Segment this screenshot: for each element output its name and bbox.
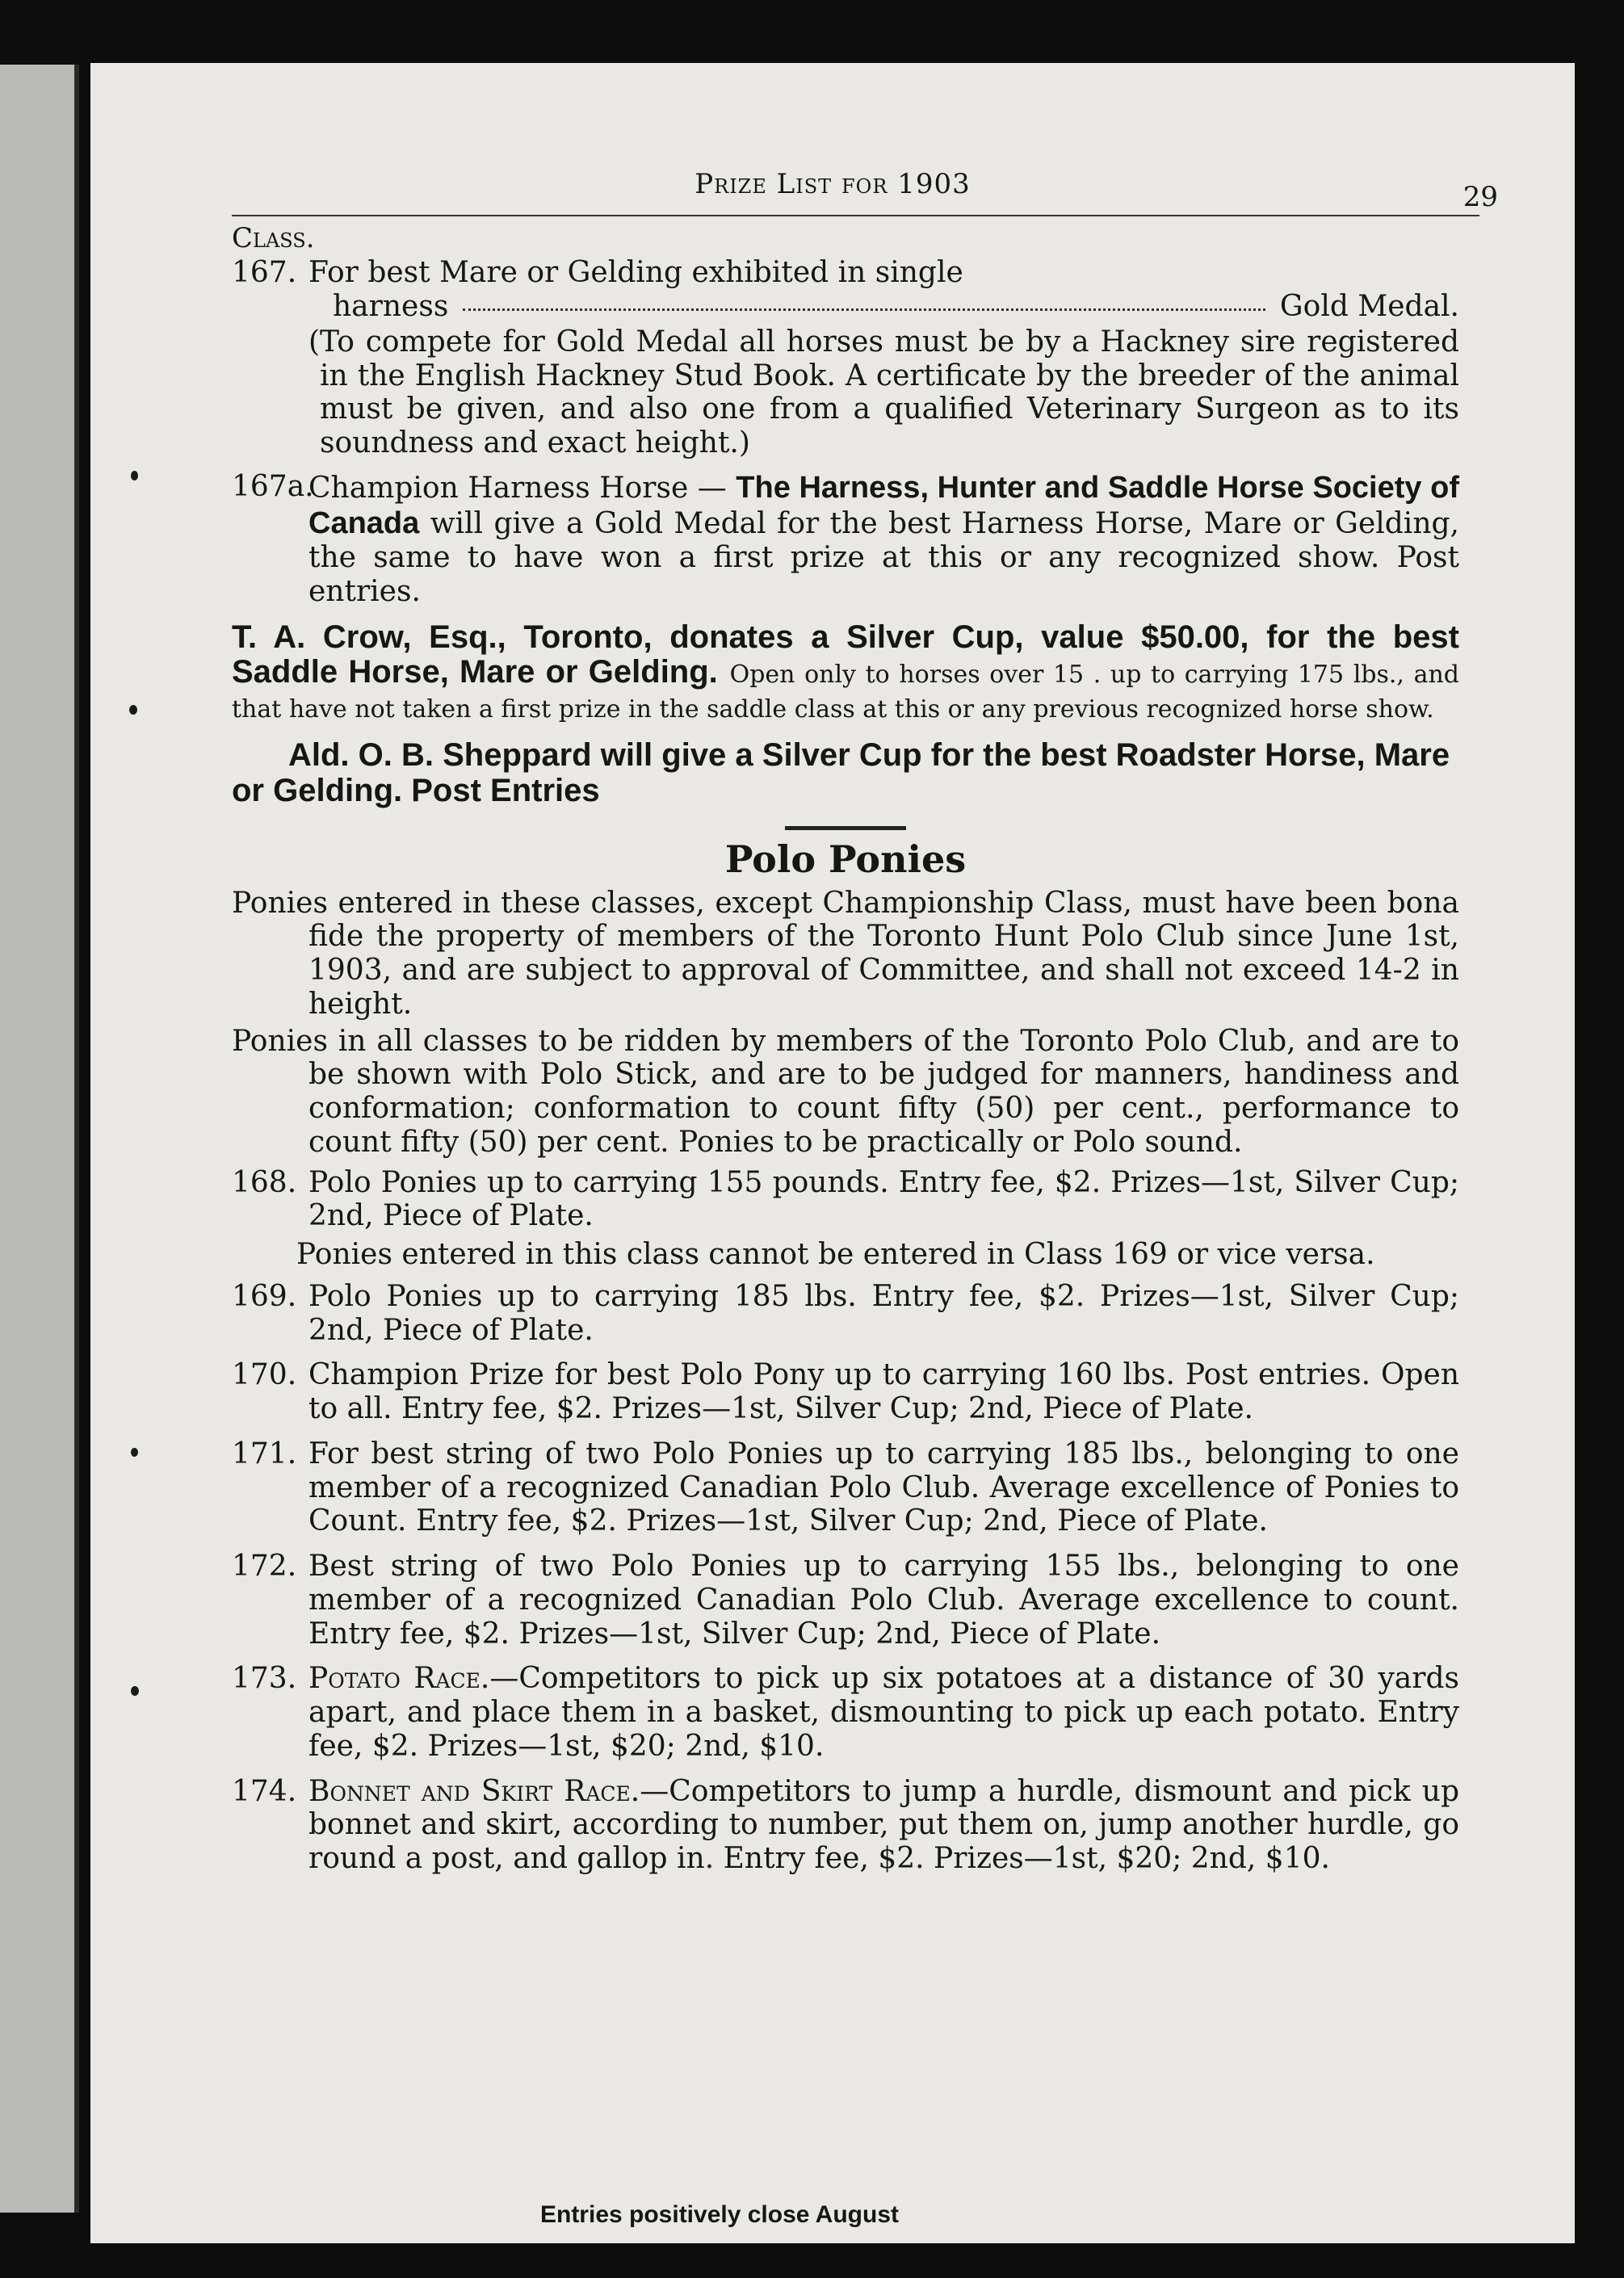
class-number: 171. — [232, 1437, 297, 1470]
class-title: For best Mare or Gelding exhibited in single — [308, 256, 963, 290]
class-number: 169. — [232, 1279, 297, 1313]
sheppard-donation: Ald. O. B. Sheppard will give a Silver Cup for the best Roadster Horse, Mare or Gelding. Post Entries — [232, 737, 1450, 809]
class-number: 168. — [232, 1165, 297, 1199]
class-number: 173. — [232, 1662, 297, 1696]
class-note: (To compete for Gold Medal all horses must be by a Hackney sire registered in the English Hackney Stud Book. A certificate by the breeder of the animal must be given, and also one from a qualified Veterinary Surgeon as to its soundness and exact height.) — [308, 325, 1459, 460]
class-number: 167. — [232, 256, 297, 290]
class-lead: Champion Harness Horse — — [308, 471, 727, 505]
prize: Gold Medal. — [1279, 290, 1459, 324]
polo-intro-rules: Ponies in all classes to be ridden by members of the Toronto Polo Club, and are to be shown with Polo Stick, and are to be judged for manners, handiness and conformation; conformation to count fifty (50) per cent., performance to count fifty (50) per cent. Ponies to be practically or Polo sound. — [232, 1024, 1459, 1159]
adjacent-page-edge — [0, 65, 79, 2213]
class-172-entry — [232, 1550, 1459, 1654]
class-169-entry — [232, 1280, 1459, 1351]
class-number: 172. — [232, 1550, 297, 1584]
dot-leader — [463, 308, 1265, 311]
class-167a-entry — [232, 470, 1459, 609]
document-page — [90, 63, 1575, 2243]
class-171-entry — [232, 1437, 1459, 1542]
section-divider — [785, 826, 906, 830]
society-name: The Harness, Hunter and Saddle Horse Society of Canada — [308, 470, 1459, 541]
header-rule — [232, 215, 1479, 216]
scan-speck — [131, 1448, 138, 1457]
section-title: Polo Ponies — [724, 837, 967, 882]
crow-donation-conditions: Open only to horses over 15 . up to carrying 175 lbs., and that have not taken a first prize in the saddle class at this or any previous recognized horse show. — [232, 660, 1459, 724]
page-number: 29 — [1462, 181, 1498, 213]
class-168-note: Ponies entered in this class cannot be entered in Class 169 or vice versa. — [296, 1238, 1375, 1272]
class-title-cont: harness — [333, 290, 449, 324]
class-text: —Competitors to pick up six potatoes at a distance of 30 yards apart, and place them in a basket, dismounting to pick up each potato. Entry fee, $2. Prizes—1st, $20; 2nd, $10. — [308, 1662, 1459, 1763]
class-number: 167a. — [232, 469, 314, 503]
class-167-entry — [232, 256, 1459, 324]
class-heading: Class. — [232, 222, 315, 254]
class-text: Best string of two Polo Ponies up to carrying 155 lbs., belonging to one member of a recognized Canadian Polo Club. Average excellence to count. Entry fee, $2. Prizes—1st, Silver Cup; 2nd, Piece of Plate. — [308, 1550, 1459, 1651]
crow-donation — [232, 620, 1459, 725]
scan-speck — [131, 1686, 139, 1696]
class-170-entry — [232, 1358, 1459, 1429]
class-text: Polo Ponies up to carrying 155 pounds. Entry fee, $2. Prizes—1st, Silver Cup; 2nd, Piece of Plate. — [308, 1165, 1459, 1233]
class-number: 174. — [232, 1774, 297, 1808]
class-number: 170. — [232, 1358, 297, 1392]
class-description: will give a Gold Medal for the best Harness Horse, Mare or Gelding, the same to have won a first prize at this or any recognized show. Post entries. — [308, 507, 1459, 608]
footer-note: Entries positively close August — [539, 2201, 899, 2228]
class-text: —Competitors to jump a hurdle, dismount and pick up bonnet and skirt, according to number, put them on, jump another hurdle, go round a post, and gallop in. Entry fee, $2. Prizes—1st, $20; 2nd, $10. — [308, 1774, 1460, 1876]
page-content — [232, 223, 1459, 1887]
scan-speck — [129, 705, 137, 715]
polo-intro-eligibility: Ponies entered in these classes, except Championship Class, must have been bona fide the property of members of the Toronto Hunt Polo Club since June 1st, 1903, and are subject to approval of Committee, and shall not exceed 14-2 in height. — [232, 886, 1459, 1021]
race-name: Potato Race. — [308, 1662, 490, 1696]
race-name: Bonnet and Skirt Race. — [308, 1774, 640, 1808]
running-title: Prize List for 1903 — [695, 168, 971, 200]
class-174-entry — [232, 1775, 1459, 1879]
crow-donation-bold: T. A. Crow, Esq., Toronto, donates a Silver Cup, value $50.00, for the best Saddle Horse, Mare or Gelding. — [232, 619, 1459, 690]
class-text: Polo Ponies up to carrying 185 lbs. Entry fee, $2. Prizes—1st, Silver Cup; 2nd, Piece of Plate. — [308, 1279, 1459, 1347]
class-text: For best string of two Polo Ponies up to carrying 185 lbs., belonging to one member of a recognized Canadian Polo Club. Average excellence of Ponies to Count. Entry fee, $2. Prizes—1st, Silver Cup; 2nd, Piece of Plate. — [308, 1437, 1459, 1538]
scan-speck — [131, 471, 138, 480]
class-text: Champion Prize for best Polo Pony up to carrying 160 lbs. Post entries. Open to all. Entry fee, $2. Prizes—1st, Silver Cup; 2nd, Piece of Plate. — [308, 1358, 1459, 1426]
class-168-entry — [232, 1166, 1459, 1237]
class-173-entry — [232, 1662, 1459, 1766]
